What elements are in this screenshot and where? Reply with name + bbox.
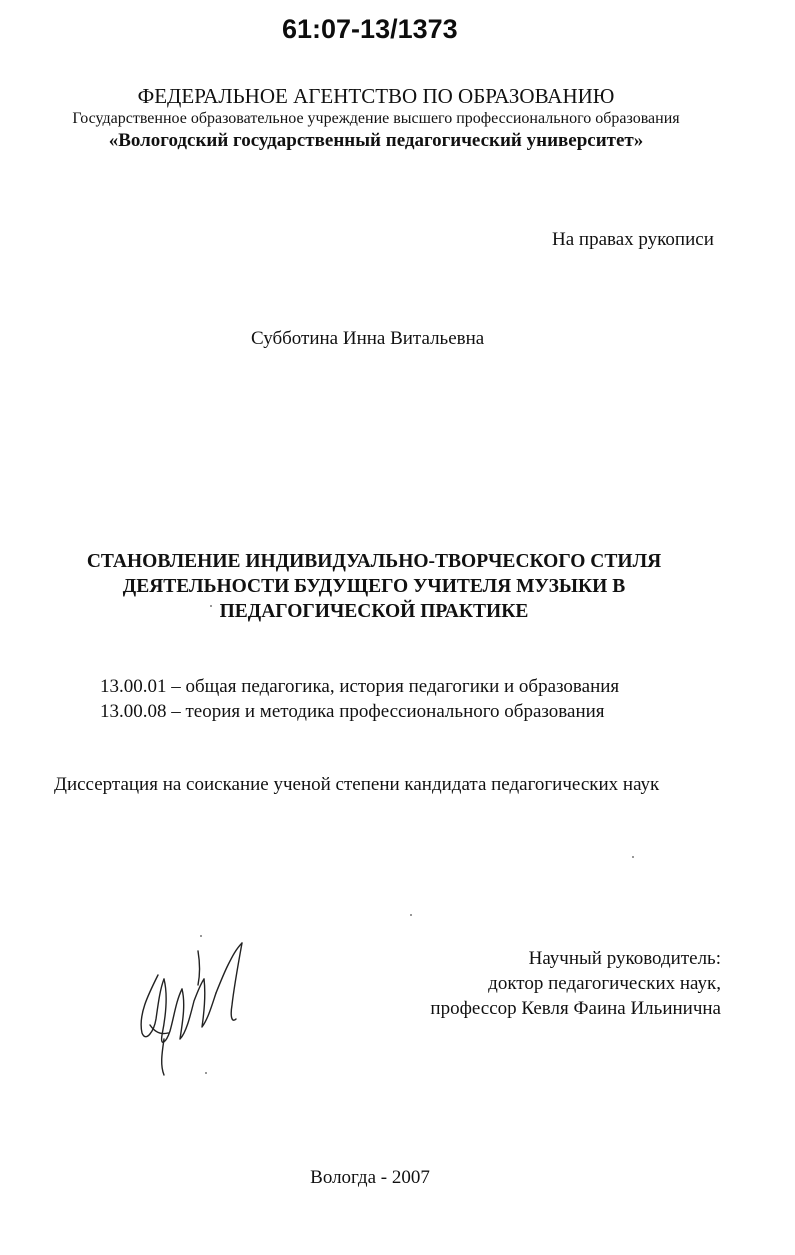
specialty-line: 13.00.01 – общая педагогика, история педагогики и образования (100, 676, 620, 697)
scan-speck (632, 856, 634, 858)
catalog-number: 61:07-13/1373 (282, 14, 458, 44)
university-name: «Вологодский государственный педагогический университет» (108, 130, 644, 151)
specialty-line: 13.00.08 – теория и методика профессионального образования (100, 701, 605, 722)
degree-note: Диссертация на соискание ученой степени кандидата педагогических наук (54, 774, 660, 795)
dissertation-title (0, 549, 748, 624)
supervisor-name: профессор Кевля Фаина Ильинична (430, 998, 721, 1019)
handwritten-signature (120, 935, 260, 1085)
scan-speck (200, 935, 202, 937)
scan-speck (210, 605, 212, 607)
author-name: Субботина Инна Витальевна (251, 328, 485, 349)
supervisor-label: Научный руководитель: (528, 948, 721, 969)
title-line: ДЕЯТЕЛЬНОСТИ БУДУЩЕГО УЧИТЕЛЯ МУЗЫКИ В (122, 576, 626, 597)
agency-name: ФЕДЕРАЛЬНОЕ АГЕНТСТВО ПО ОБРАЗОВАНИЮ (137, 84, 615, 108)
scan-speck (410, 914, 412, 916)
rights-note: На правах рукописи (552, 229, 714, 250)
title-line: ПЕДАГОГИЧЕСКОЙ ПРАКТИКЕ (219, 601, 529, 622)
institution-name: Государственное образовательное учреждение высшего профессионального образования (72, 110, 680, 127)
supervisor-degree: доктор педагогических наук, (488, 973, 721, 994)
supervisor-block (430, 946, 721, 1021)
scan-speck (205, 1072, 207, 1074)
city-year: Вологда - 2007 (310, 1167, 430, 1188)
title-line: СТАНОВЛЕНИЕ ИНДИВИДУАЛЬНО-ТВОРЧЕСКОГО СТИЛЯ (86, 551, 662, 572)
